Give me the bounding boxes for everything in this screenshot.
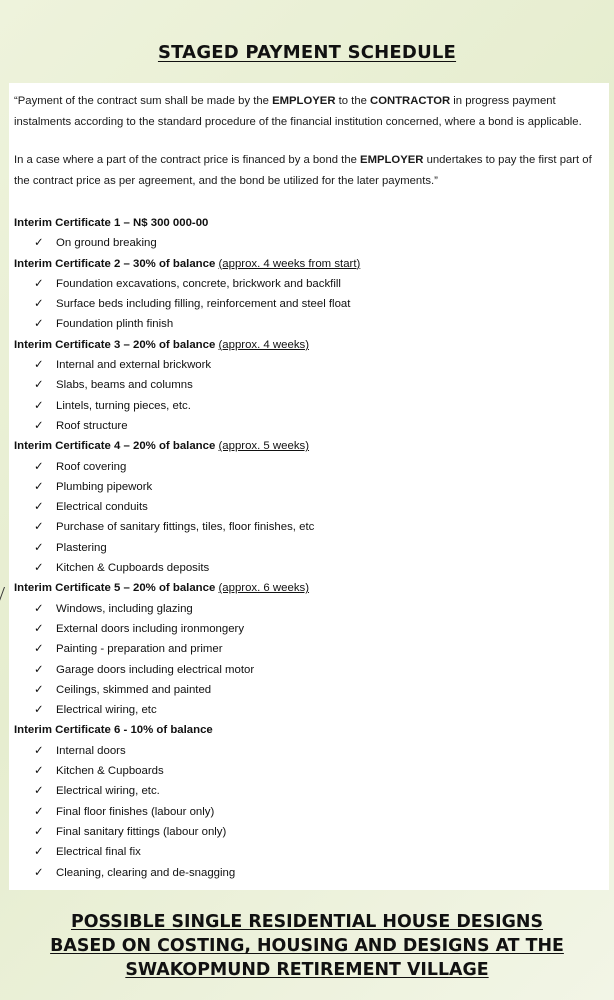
- checkmark-icon: ✓: [34, 419, 44, 432]
- certificate-title: Interim Certificate 6 - 10% of balance: [14, 724, 213, 737]
- list-item: [14, 314, 604, 334]
- checkmark-icon: ✓: [34, 359, 44, 372]
- certificate-duration-note: (approx. 6 weeks): [218, 582, 310, 595]
- list-item: [14, 396, 604, 416]
- certificate-heading: [14, 213, 604, 233]
- list-item-text: Roof structure: [56, 419, 128, 432]
- page-title: STAGED PAYMENT SCHEDULE: [157, 42, 457, 63]
- list-item-text: Ceilings, skimmed and painted: [56, 683, 212, 696]
- checkmark-icon: ✓: [34, 663, 44, 676]
- list-item-text: On ground breaking: [56, 237, 157, 250]
- payment-paragraph: “Payment of the contract sum shall be made by the EMPLOYER to the CONTRACTOR in progress payment instalments according to the standard procedure of the financial institution concerned, where a bond is applicable.: [14, 95, 582, 128]
- list-item-text: Foundation plinth finish: [56, 318, 174, 331]
- footer-line: BASED ON COSTING, HOUSING AND DESIGNS AT THE: [50, 936, 564, 956]
- checkmark-icon: ✓: [34, 622, 44, 635]
- list-item-text: Slabs, beams and columns: [56, 379, 193, 392]
- certificate-title: Interim Certificate 2 – 30% of balance: [14, 257, 216, 270]
- list-item-text: Surface beds including filling, reinforcement and steel float: [56, 298, 351, 311]
- list-item: [14, 558, 604, 578]
- checkmark-icon: ✓: [34, 785, 44, 798]
- certificate-duration-note: (approx. 5 weeks): [218, 440, 310, 453]
- checkmark-icon: ✓: [34, 744, 44, 757]
- checkmark-icon: ✓: [34, 298, 44, 311]
- schedule-document: [9, 83, 609, 890]
- list-item-text: Internal and external brickwork: [56, 359, 212, 372]
- list-item: [14, 274, 604, 294]
- checkmark-icon: ✓: [34, 541, 44, 554]
- list-item: [14, 822, 604, 842]
- list-item: [14, 599, 604, 619]
- checkmark-icon: ✓: [34, 237, 44, 250]
- list-item: [14, 477, 604, 497]
- checkmark-icon: ✓: [34, 704, 44, 717]
- list-item-text: Final sanitary fittings (labour only): [56, 825, 227, 838]
- checkmark-icon: ✓: [34, 643, 44, 656]
- checkmark-icon: ✓: [34, 399, 44, 412]
- certificate-heading: [14, 436, 604, 456]
- certificate-list: [14, 213, 604, 883]
- list-item-text: Plumbing pipework: [56, 480, 153, 493]
- certificate-duration-note: (approx. 4 weeks from start): [218, 257, 361, 270]
- list-item: [14, 375, 604, 395]
- list-item-text: Garage doors including electrical motor: [56, 663, 255, 676]
- checkmark-icon: ✓: [34, 318, 44, 331]
- list-item-text: Electrical wiring, etc: [56, 704, 157, 717]
- list-item-text: Internal doors: [56, 744, 126, 757]
- checkmark-icon: ✓: [34, 866, 44, 879]
- checkmark-icon: ✓: [34, 683, 44, 696]
- list-item: [14, 680, 604, 700]
- list-item-text: Kitchen & Cupboards deposits: [56, 562, 210, 575]
- checkmark-icon: ✓: [34, 846, 44, 859]
- footer-line: SWAKOPMUND RETIREMENT VILLAGE: [125, 960, 489, 980]
- certificate-title: Interim Certificate 1 – N$ 300 000-00: [14, 217, 209, 229]
- list-item-text: Electrical conduits: [56, 501, 148, 514]
- list-item: [14, 639, 604, 659]
- checkmark-icon: ✓: [34, 805, 44, 818]
- list-item: [14, 781, 604, 801]
- checkmark-icon: ✓: [34, 277, 44, 290]
- list-item-text: Plastering: [56, 541, 107, 554]
- list-item-text: Roof covering: [56, 460, 127, 473]
- checkmark-icon: ✓: [34, 765, 44, 778]
- footer-heading: [0, 910, 614, 982]
- certificate-title: Interim Certificate 4 – 20% of balance: [14, 440, 216, 453]
- checkmark-icon: ✓: [34, 562, 44, 575]
- checkmark-icon: ✓: [34, 379, 44, 392]
- list-item-text: Electrical final fix: [56, 846, 141, 859]
- list-item: [14, 233, 604, 253]
- list-item: [14, 741, 604, 761]
- list-item-text: Painting - preparation and primer: [56, 643, 223, 656]
- list-item-text: Windows, including glazing: [56, 602, 193, 615]
- list-item-text: Purchase of sanitary fittings, tiles, floor finishes, etc: [56, 521, 315, 534]
- certificate-title: Interim Certificate 5 – 20% of balance: [14, 582, 216, 595]
- checkmark-icon: ✓: [34, 460, 44, 473]
- list-item-text: Cleaning, clearing and de-snagging: [56, 866, 236, 879]
- list-item-text: Electrical wiring, etc.: [56, 785, 160, 798]
- bond-paragraph: In a case where a part of the contract price is financed by a bond the EMPLOYER undertakes to pay the first part of the contract price as per agreement, and the bond be utilized for the later payments.”: [14, 154, 592, 187]
- checkmark-icon: ✓: [34, 521, 44, 534]
- list-item: [14, 842, 604, 862]
- list-item: [14, 416, 604, 436]
- list-item-text: Kitchen & Cupboards: [56, 765, 164, 778]
- list-item-text: Final floor finishes (labour only): [56, 805, 215, 818]
- list-item: [14, 761, 604, 781]
- list-item: [14, 497, 604, 517]
- list-item: [14, 660, 604, 680]
- list-item: [14, 802, 604, 822]
- list-item-text: External doors including ironmongery: [56, 622, 245, 635]
- certificate-heading: [14, 335, 604, 355]
- certificate-heading: [14, 254, 604, 274]
- list-item: [14, 619, 604, 639]
- certificate-heading: [14, 720, 604, 740]
- checkmark-icon: ✓: [34, 480, 44, 493]
- certificate-title: Interim Certificate 3 – 20% of balance: [14, 338, 216, 351]
- list-item-text: Foundation excavations, concrete, brickwork and backfill: [56, 277, 341, 290]
- checkmark-icon: ✓: [34, 602, 44, 615]
- checkmark-icon: ✓: [34, 501, 44, 514]
- list-item: [14, 355, 604, 375]
- list-item: [14, 863, 604, 883]
- list-item: [14, 700, 604, 720]
- list-item: [14, 538, 604, 558]
- list-item: [14, 294, 604, 314]
- list-item-text: Lintels, turning pieces, etc.: [56, 399, 191, 412]
- list-item: [14, 517, 604, 537]
- checkmark-icon: ✓: [34, 825, 44, 838]
- certificate-duration-note: (approx. 4 weeks): [218, 338, 310, 351]
- footer-line: POSSIBLE SINGLE RESIDENTIAL HOUSE DESIGNS: [70, 912, 544, 932]
- list-item: [14, 457, 604, 477]
- certificate-heading: [14, 578, 604, 598]
